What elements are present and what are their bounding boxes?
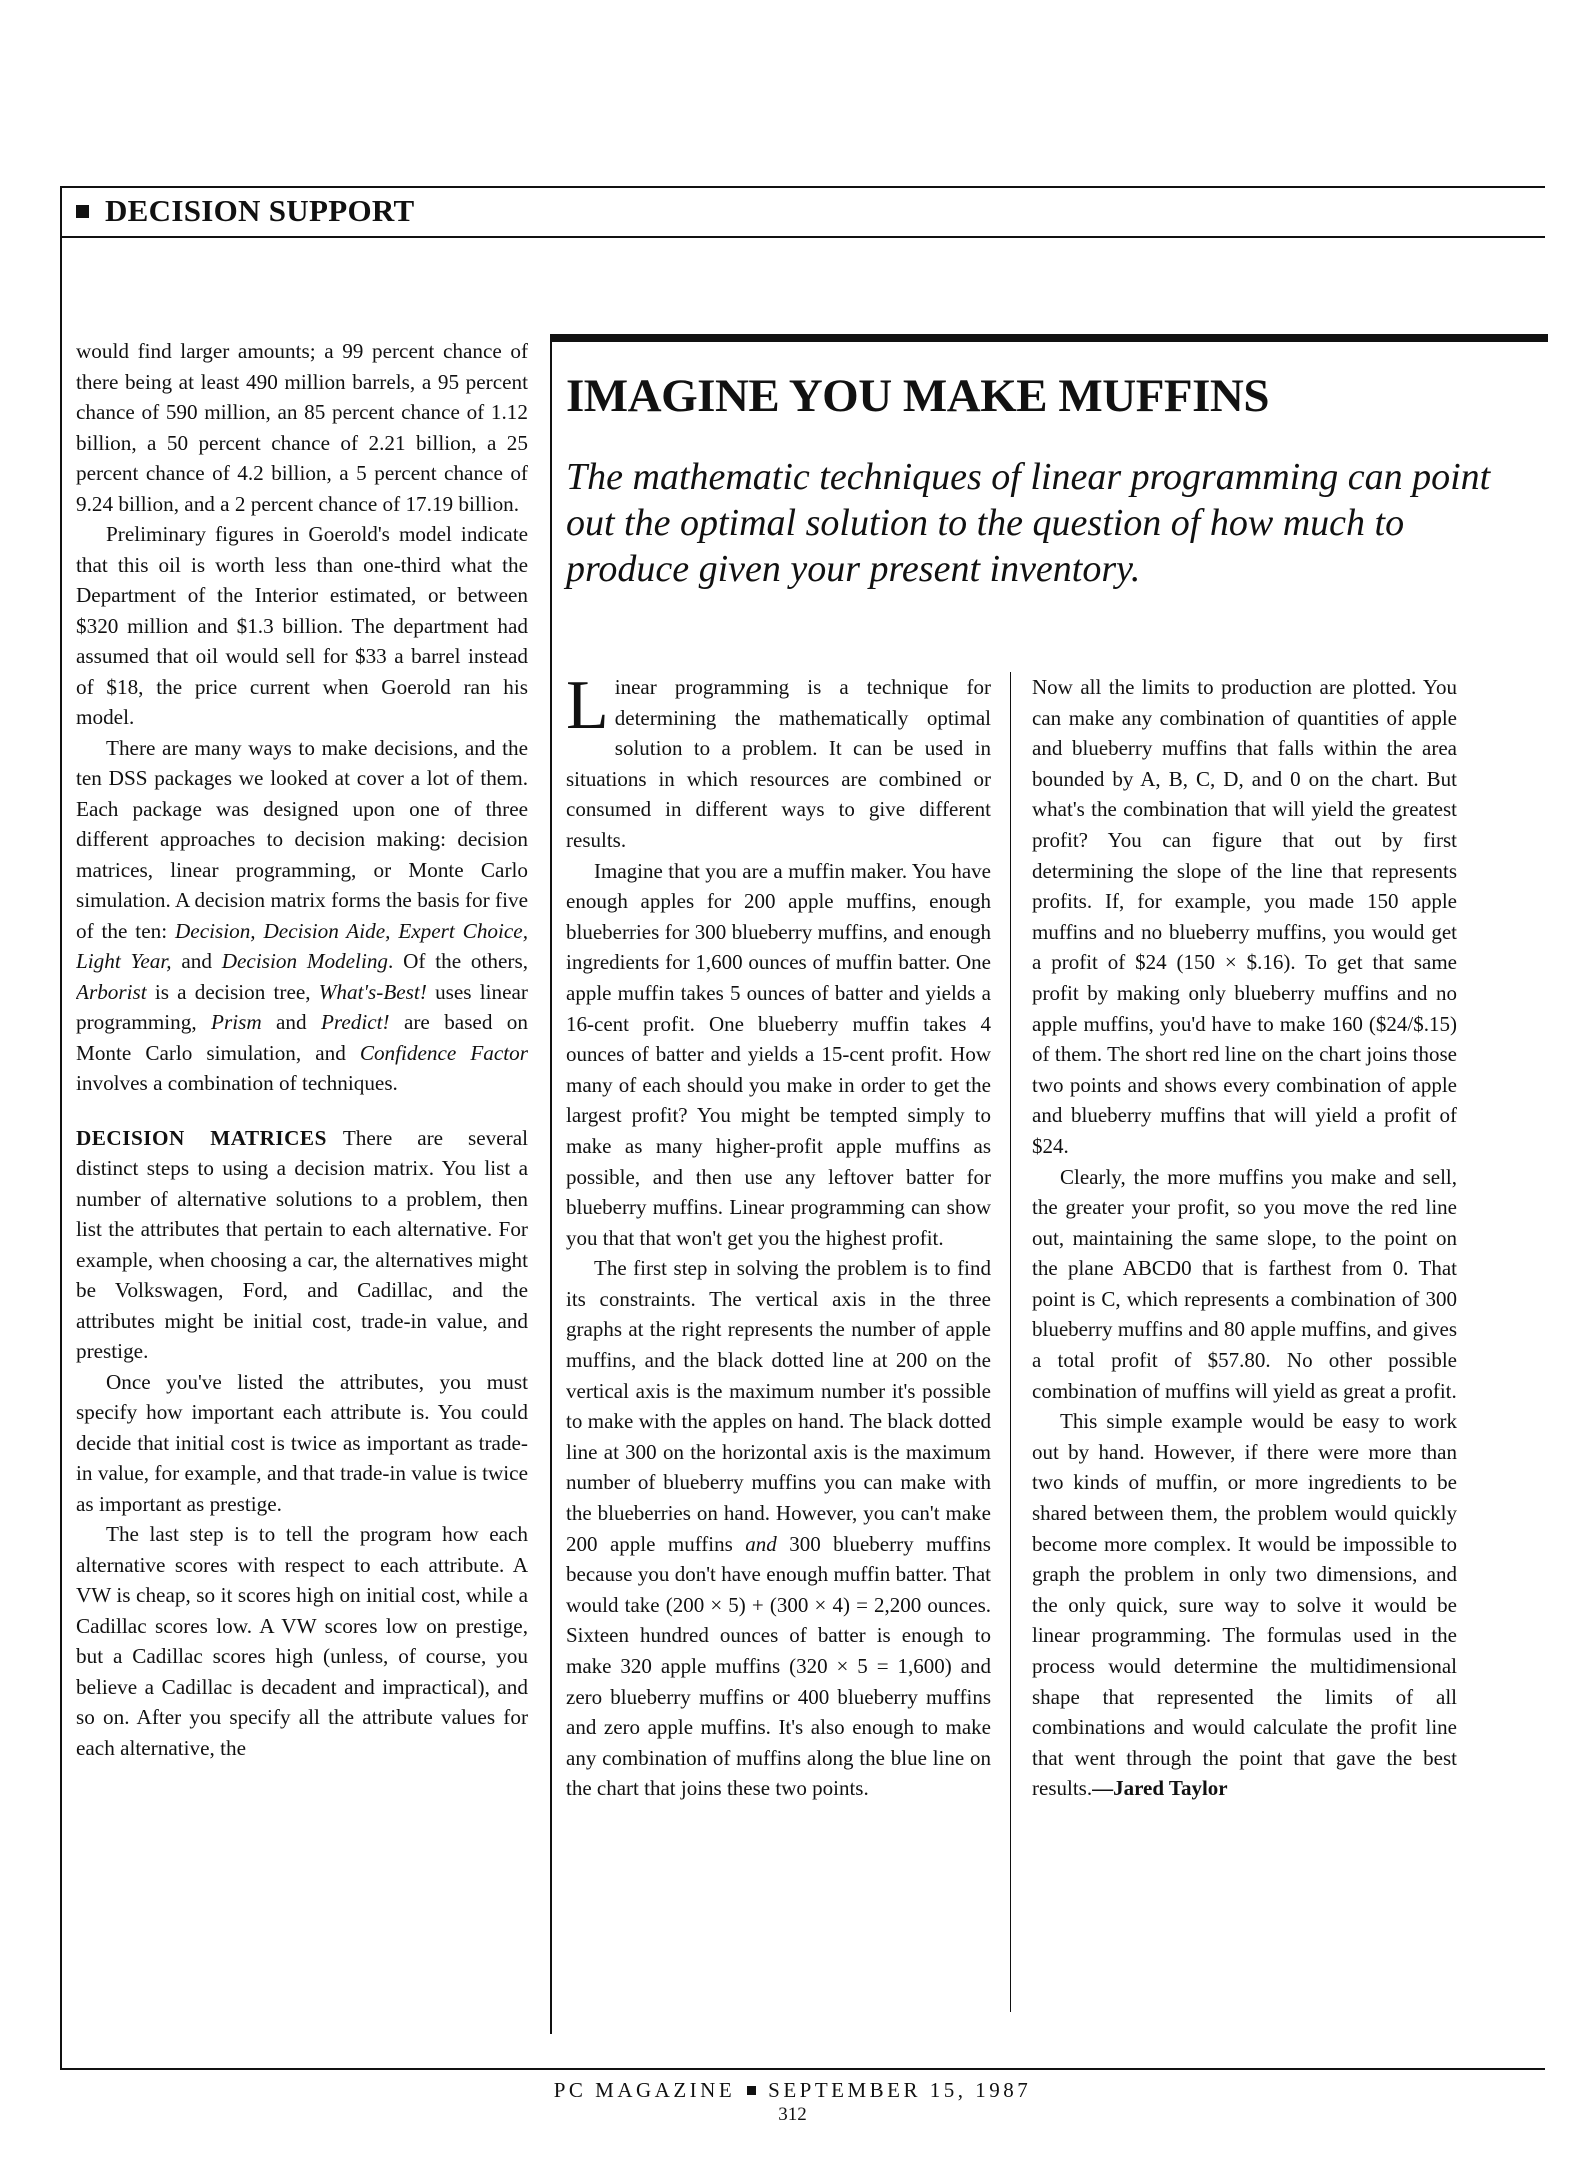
italic-product-name: What's-Best! bbox=[318, 979, 427, 1004]
text-run: There are many ways to make decisions, and the ten DSS packages we looked at cover a lot of them. Each package was designed upon one of three different approaches to decision making: decision matrices, linear programming, or Monte Carlo simulation. A decision matrix forms the basis for five of the ten: bbox=[76, 735, 528, 943]
sidebar-box bbox=[550, 334, 1548, 2034]
bullet-square-icon bbox=[747, 2086, 756, 2095]
text-run: . Of the others, bbox=[388, 949, 528, 973]
text-run: This simple example would be easy to work out by hand. However, if there were more than two kinds of muffin, or more ingredients to be shared between them, the problem would quickly become more complex. It would be impossible to graph the problem in only two dimensions, and the only quick, sure way to solve it would be linear programming. The formulas used in the process would determine the multidimensional shape that represented the limits of all combinations and would calculate the profit line that went through the point that gave the best results. bbox=[1032, 1409, 1457, 1801]
sidebar-deck: The mathematic techniques of linear programming can point out the optimal solution to the question of how much to produce given your present inventory. bbox=[566, 456, 1491, 590]
bullet-square-icon bbox=[76, 205, 89, 218]
left-column bbox=[76, 336, 528, 2046]
italic-product-name: Confidence Factor bbox=[359, 1040, 528, 1065]
text-run: 300 blueberry muffins because you don't have enough muffin batter. That would take (200 × 5) + (300 × 4) = 2,200 ounces. Sixteen hundred ounces of batter is enough to make 320 apple muffins (320 × 5 = 1,600) and zero blueberry muffins or 400 blueberry muffins and zero apple muffins. It's also enough to make any combination of muffins along the blue line on the chart that joins these two points. bbox=[566, 1531, 991, 1801]
sidebar-paragraph-2: Imagine that you are a muffin maker. You have enough apples for 200 apple muffins, enough blueberries for 300 blueberry muffins, and enough ingredients for 1,600 ounces of muffin batter. One apple muffin takes 5 ounces of batter and yields a 16-cent profit. One blueberry muffin takes 4 ounces of batter and yields a 15-cent profit. How many of each should you make in order to get the largest profit? You might be tempted simply to make as many higher-profit apple muffins as possible, and then use any leftover batter for blueberry muffins. Linear programming can show you that that won't get you the highest profit. bbox=[566, 858, 991, 1250]
text-run: and bbox=[171, 949, 222, 973]
author-signature: —Jared Taylor bbox=[1092, 1776, 1228, 1801]
left-paragraph-6: The last step is to tell the program how each alternative scores with respect to each attribute. A VW is cheap, so it scores high on initial cost, while a Cadillac scores low. A VW scores low on prestige, but a Cadillac scores high (unless, of course, you believe a Cadillac is decadent and impractical), and so on. After you specify all the attribute values for each alternative, the bbox=[76, 1522, 528, 1760]
subhead-decision-matrices: DECISION MATRICES bbox=[76, 1125, 327, 1150]
italic-product-name: Predict! bbox=[320, 1010, 390, 1034]
italic-product-name: Prism bbox=[211, 1010, 262, 1034]
publication-name: PC MAGAZINE bbox=[553, 2078, 736, 2102]
left-paragraph-4 bbox=[76, 1123, 528, 1367]
text-run: and bbox=[261, 1010, 321, 1034]
section-title: DECISION SUPPORT bbox=[105, 193, 415, 228]
text-run: are based on Monte Carlo simulation, and bbox=[76, 1010, 528, 1065]
text-run: inear programming is a technique for determining the mathematically optimal solution to a problem. It can be used in situations in which resources are combined or consumed in different ways to give different results. bbox=[566, 675, 991, 852]
left-paragraph-5: Once you've listed the attributes, you must specify how important each attribute is. You could decide that initial cost is twice as important as trade-in value, for example, and that trade-in value is twice as important as prestige. bbox=[76, 1369, 528, 1516]
left-paragraph-3 bbox=[76, 733, 528, 1099]
sidebar-paragraph-5: Clearly, the more muffins you make and sell, the greater your profit, so you move the red line out, maintaining the same slope, to the point on the plane ABCD0 that is farthest from 0. That point is C, which represents a combination of 300 blueberry muffins and 80 apple muffins, and gives a total profit of $57.80. No other possible combination of muffins will yield as great a profit. bbox=[1032, 1164, 1457, 1403]
text-run: There are several distinct steps to using a decision matrix. You list a number of alternative solutions to a problem, then list the attributes that pertain to each alternative. For example, when choosing a car, the alternatives might be Volkswagen, Ford, and Cadillac, and the attributes might be initial cost, trade-in value, and prestige. bbox=[76, 1125, 528, 1363]
sidebar-column-2 bbox=[1032, 672, 1457, 2022]
column-divider bbox=[1010, 672, 1011, 2012]
drop-cap: L bbox=[566, 672, 609, 744]
sidebar-title: IMAGINE YOU MAKE MUFFINS bbox=[566, 370, 1269, 422]
text-run: The first step in solving the problem is to find its constraints. The vertical axis in the three graphs at the right represents the number of apple muffins, and the black dotted line at 200 on the vertical axis is the maximum number it's possible to make with the apples on hand. The black dotted line at 300 on the horizontal axis is the maximum number of blueberry muffins you can make with the blueberries on hand. However, you can't make 200 apple muffins bbox=[566, 1256, 991, 1556]
sidebar-paragraph-1 bbox=[566, 672, 991, 856]
italic-product-names: Decision, Decision Aide, Expert Choice, Light Year, bbox=[76, 918, 528, 973]
section-label bbox=[76, 193, 414, 229]
italic-product-name: Decision Modeling bbox=[221, 949, 389, 973]
sidebar-column-1 bbox=[566, 672, 991, 2022]
sidebar-paragraph-3 bbox=[566, 1253, 991, 1804]
text-run: uses linear programming, bbox=[76, 979, 528, 1034]
footer-line bbox=[0, 2078, 1585, 2102]
sidebar-paragraph-6 bbox=[1032, 1406, 1457, 1804]
issue-date: SEPTEMBER 15, 1987 bbox=[768, 2078, 1032, 2102]
italic-product-name: Arborist bbox=[76, 979, 147, 1004]
page-number: 312 bbox=[778, 2104, 807, 2125]
sidebar-paragraph-4: Now all the limits to production are plotted. You can make any combination of quantities of apple and blueberry muffins that falls within the area bounded by A, B, C, D, and 0 on the chart. But what's the combination that will yield the greatest profit? You can figure that out by first determining the slope of the line that represents profits. If, for example, you made 150 apple muffins and no blueberry muffins, you would get a profit of $24 (150 × $.16). To get that same profit by making only blueberry muffins and no apple muffins, you'd have to make 160 ($24/$.15) of them. The short red line on the chart joins those two points and shows every combination of apple and blueberry muffins that will yield a profit of $24. bbox=[1032, 675, 1457, 1158]
left-paragraph-1: would find larger amounts; a 99 percent chance of there being at least 490 million barrels, a 95 percent chance of 590 million, an 85 percent chance of 1.12 billion, a 50 percent chance of 2.21 billion, a 25 percent chance of 4.2 billion, a 5 percent chance of 9.24 billion, and a 2 percent chance of 17.19 billion. bbox=[76, 339, 528, 516]
section-header bbox=[60, 186, 1545, 238]
text-run: is a decision tree, bbox=[146, 979, 319, 1004]
text-run: involves a combination of techniques. bbox=[76, 1071, 398, 1095]
italic-emphasis: and bbox=[745, 1531, 777, 1556]
left-paragraph-2: Preliminary figures in Goerold's model indicate that this oil is worth less than one-third what the Department of the Interior estimated, or between $320 million and $1.3 billion. The department had assumed that oil would sell for $33 a barrel instead of $18, the price current when Goerold ran his model. bbox=[76, 522, 528, 729]
